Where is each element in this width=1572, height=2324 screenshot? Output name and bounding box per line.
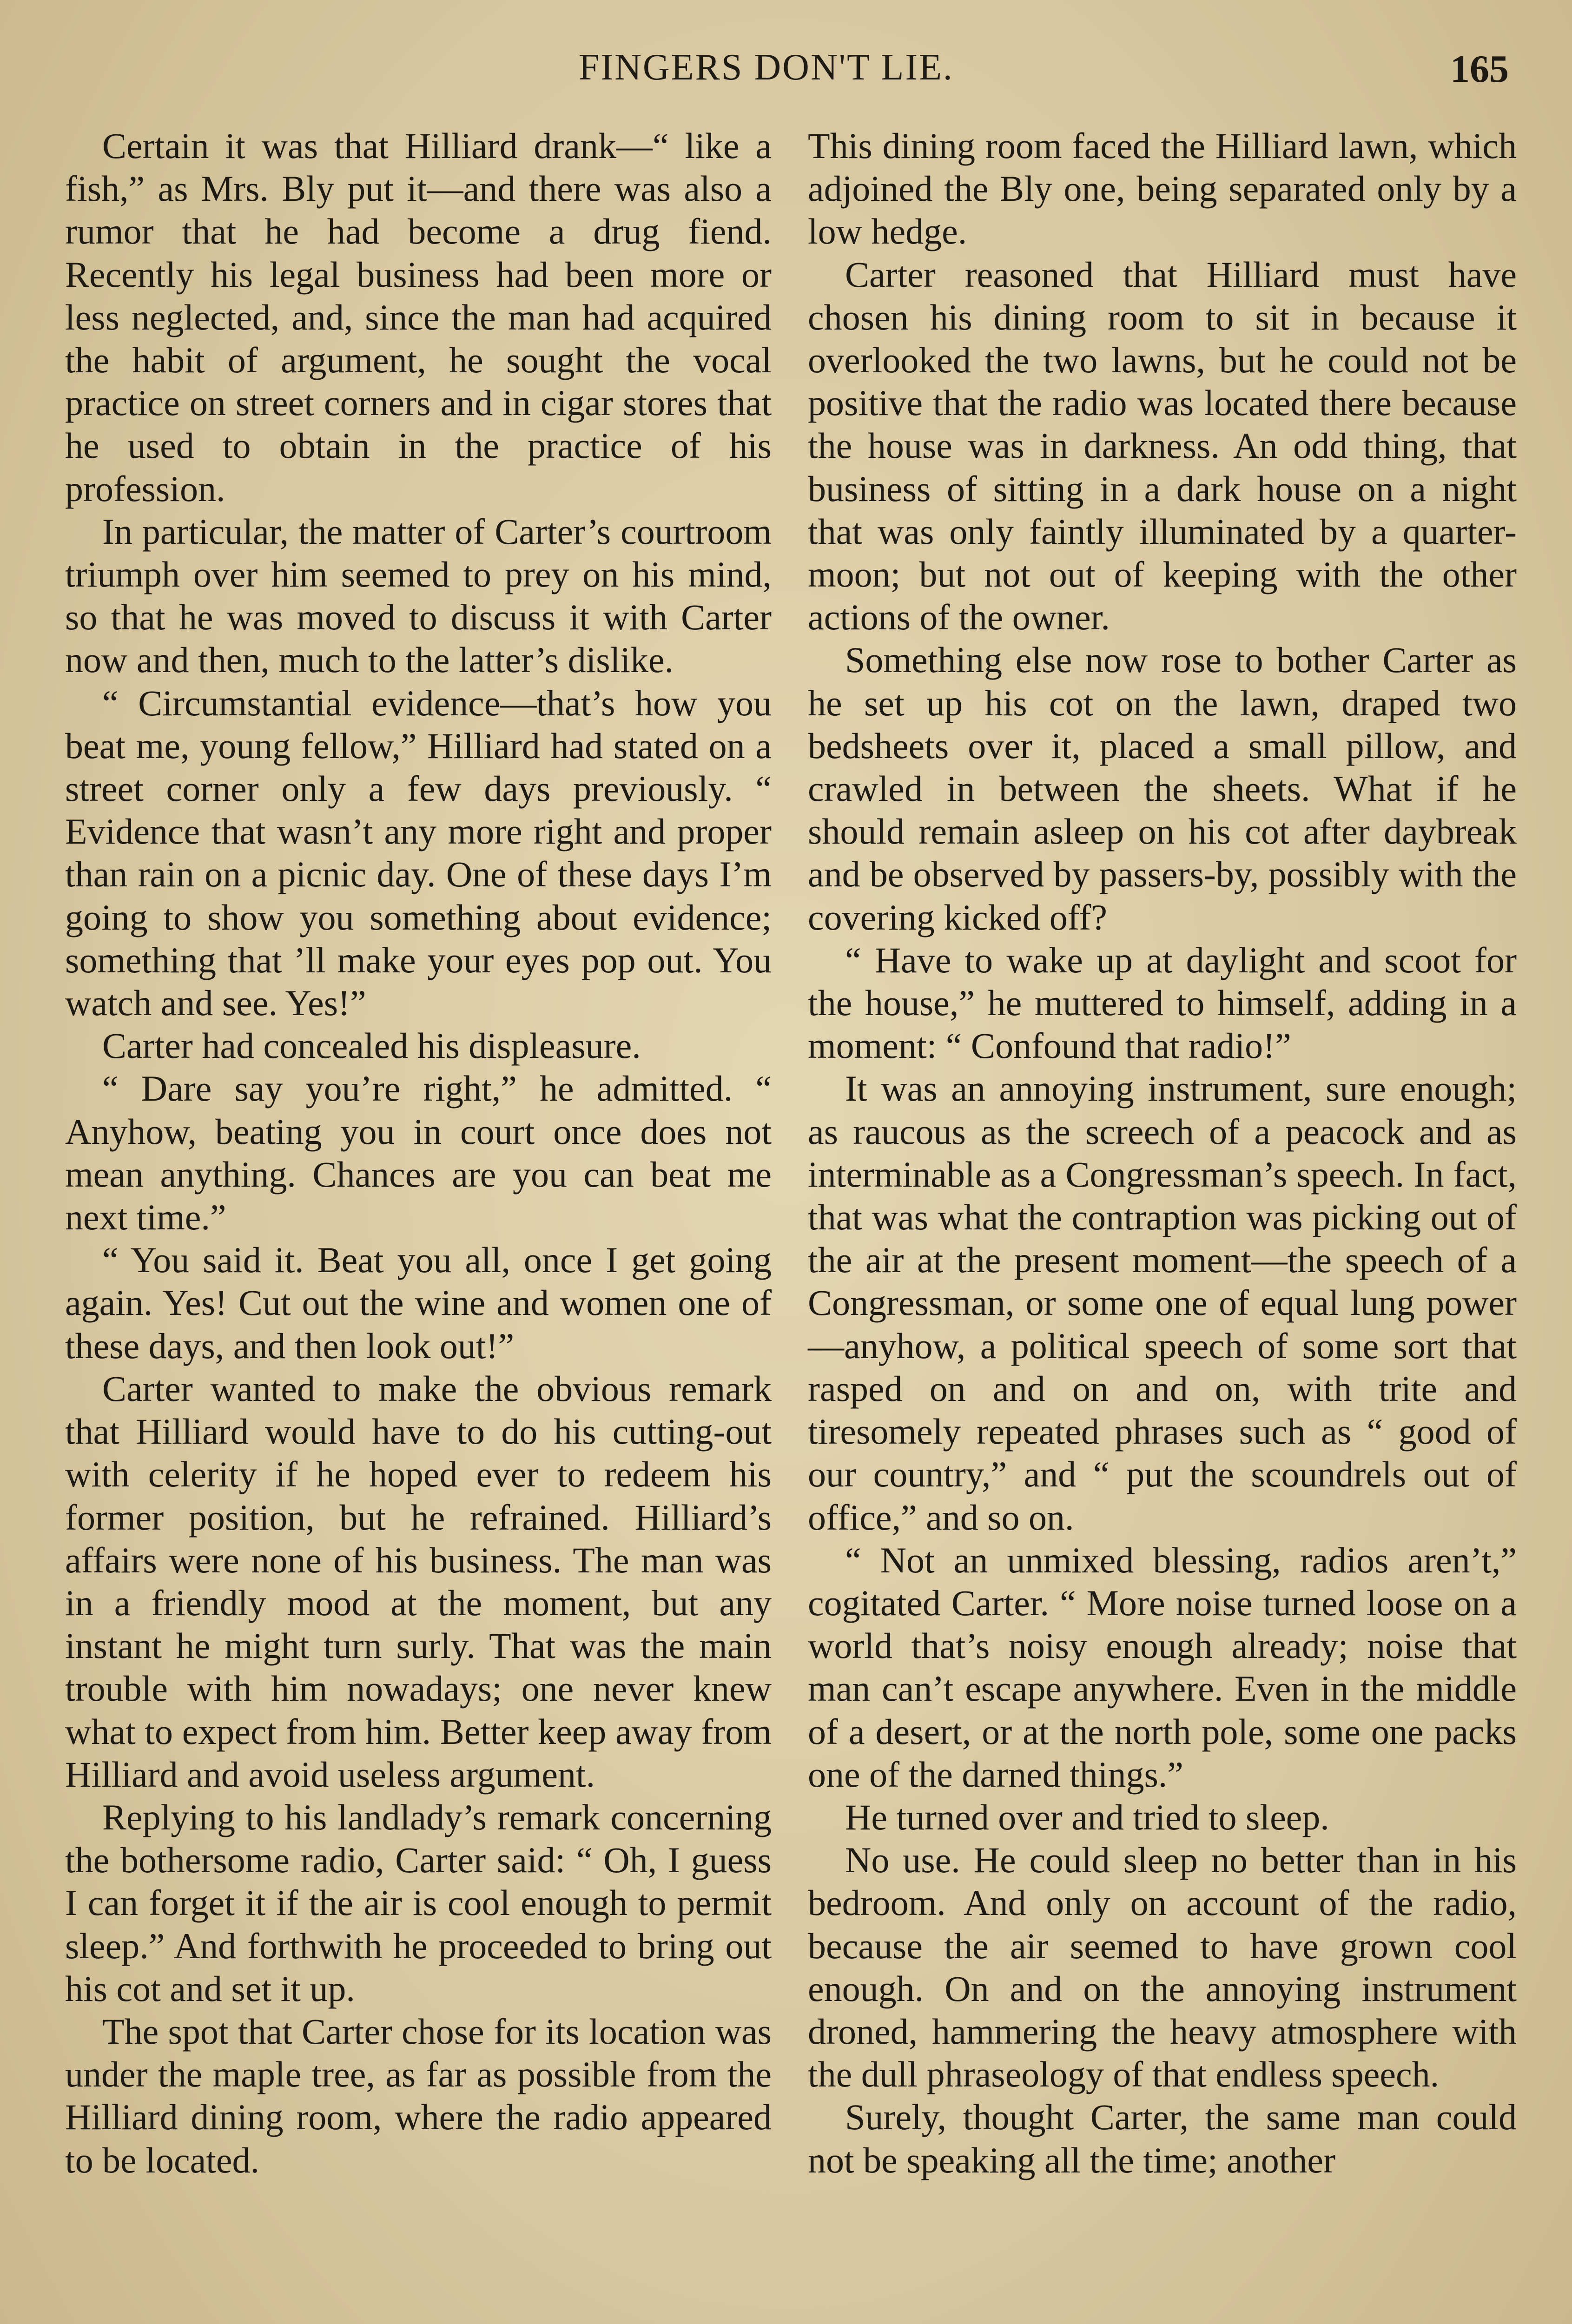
paragraph: “ Not an unmixed blessing, radios aren’t,” cogitated Carter. “ More noise turned loose on a world that’s noisy enough already; noise that man can’t escape anywhere. Even in the middle of a desert, or at the north pole, some one packs one of the darned things.” <box>808 1539 1517 1795</box>
right-text-column <box>808 125 1517 2182</box>
page-number: 165 <box>1450 47 1509 91</box>
paragraph: Certain it was that Hilliard drank—“ like a fish,” as Mrs. Bly put it—and there was also a rumor that he had become a drug fiend. Recently his legal business had been more or less neglected, and, since the man had acquired the habit of argument, he sought the vocal practice on street corners and in cigar stores that he used to obtain in the practice of his profession. <box>65 125 772 509</box>
page-header <box>0 46 1572 102</box>
running-head: FINGERS DON'T LIE. <box>579 47 954 88</box>
paragraph: Carter had concealed his displeasure. <box>102 1025 641 1066</box>
left-text-column <box>65 125 772 2182</box>
paragraph: The spot that Carter chose for its location was under the maple tree, as far as possible from the Hilliard dining room, where the radio appeared to be located. <box>65 2011 772 2180</box>
paragraph: “ Dare say you’re right,” he admitted. “ Anyhow, beating you in court once does not mean anything. Chances are you can beat me next time.” <box>65 1068 772 1238</box>
paragraph: No use. He could sleep no better than in his bedroom. And only on account of the radio, because the air seemed to have grown cool enough. On and on the annoying instrument droned, hammering the heavy atmosphere with the dull phraseology of that endless speech. <box>808 1840 1517 2095</box>
paragraph: “ You said it. Beat you all, once I get going again. Yes! Cut out the wine and women one of these days, and then look out!” <box>65 1240 772 1366</box>
paragraph: Carter wanted to make the obvious remark that Hilliard would have to do his cutting-out with celerity if he hoped ever to redeem his former position, but he refrained. Hilliard’s affairs were none of his business. The man was in a friendly mood at the moment, but any instant he might turn surly. That was the main trouble with him nowadays; one never knew what to expect from him. Better keep away from Hilliard and avoid useless argument. <box>65 1368 772 1795</box>
paragraph: “ Have to wake up at daylight and scoot for the house,” he muttered to himself, adding in a moment: “ Confound that radio!” <box>808 939 1517 1066</box>
paragraph: Replying to his landlady’s remark concerning the bothersome radio, Carter said: “ Oh, I guess I can forget it if the air is cool enough to permit sleep.” And forthwith he proceeded to bring out his cot and set it up. <box>65 1796 772 2009</box>
paragraph: He turned over and tried to sleep. <box>845 1796 1329 1837</box>
paragraph: Something else now rose to bother Carter as he set up his cot on the lawn, draped two bedsheets over it, placed a small pillow, and crawled in between the sheets. What if he should remain asleep on his cot after daybreak and be observed by passers-by, possibly with the covering kicked off? <box>808 640 1517 938</box>
paragraph: It was an annoying instrument, sure enough; as raucous as the screech of a peacock and as interminable as a Congressman’s speech. In fact, that was what the contraption was picking out of the air at the present moment—the speech of a Congressman, or some one of equal lung power —anyhow, a political speech of some sort that rasped on and on and on, with trite and tiresomely repeated phrases such as “ good of our country,” and “ put the scoundrels out of office,” and so on. <box>808 1068 1517 1538</box>
paragraph: Carter reasoned that Hilliard must have chosen his dining room to sit in because it overlooked the two lawns, but he could not be positive that the radio was located there because the house was in darkness. An odd thing, that business of sitting in a dark house on a night that was only faintly illuminated by a quarter-moon; but not out of keeping with the other actions of the owner. <box>808 254 1517 638</box>
paragraph: Surely, thought Carter, the same man could not be speaking all the time; another <box>808 2097 1517 2180</box>
paragraph: This dining room faced the Hilliard lawn, which adjoined the Bly one, being separated only by a low hedge. <box>808 125 1517 252</box>
paragraph: In particular, the matter of Carter’s courtroom triumph over him seemed to prey on his mind, so that he was moved to discuss it with Carter now and then, much to the latter’s dislike. <box>65 511 772 680</box>
paragraph: “ Circumstantial evidence—that’s how you beat me, young fellow,” Hilliard had stated on a street corner only a few days previously. “ Evidence that wasn’t any more right and proper than rain on a picnic day. One of these days I’m going to show you something about evidence; something that ’ll make your eyes pop out. You watch and see. Yes!” <box>65 682 772 1023</box>
